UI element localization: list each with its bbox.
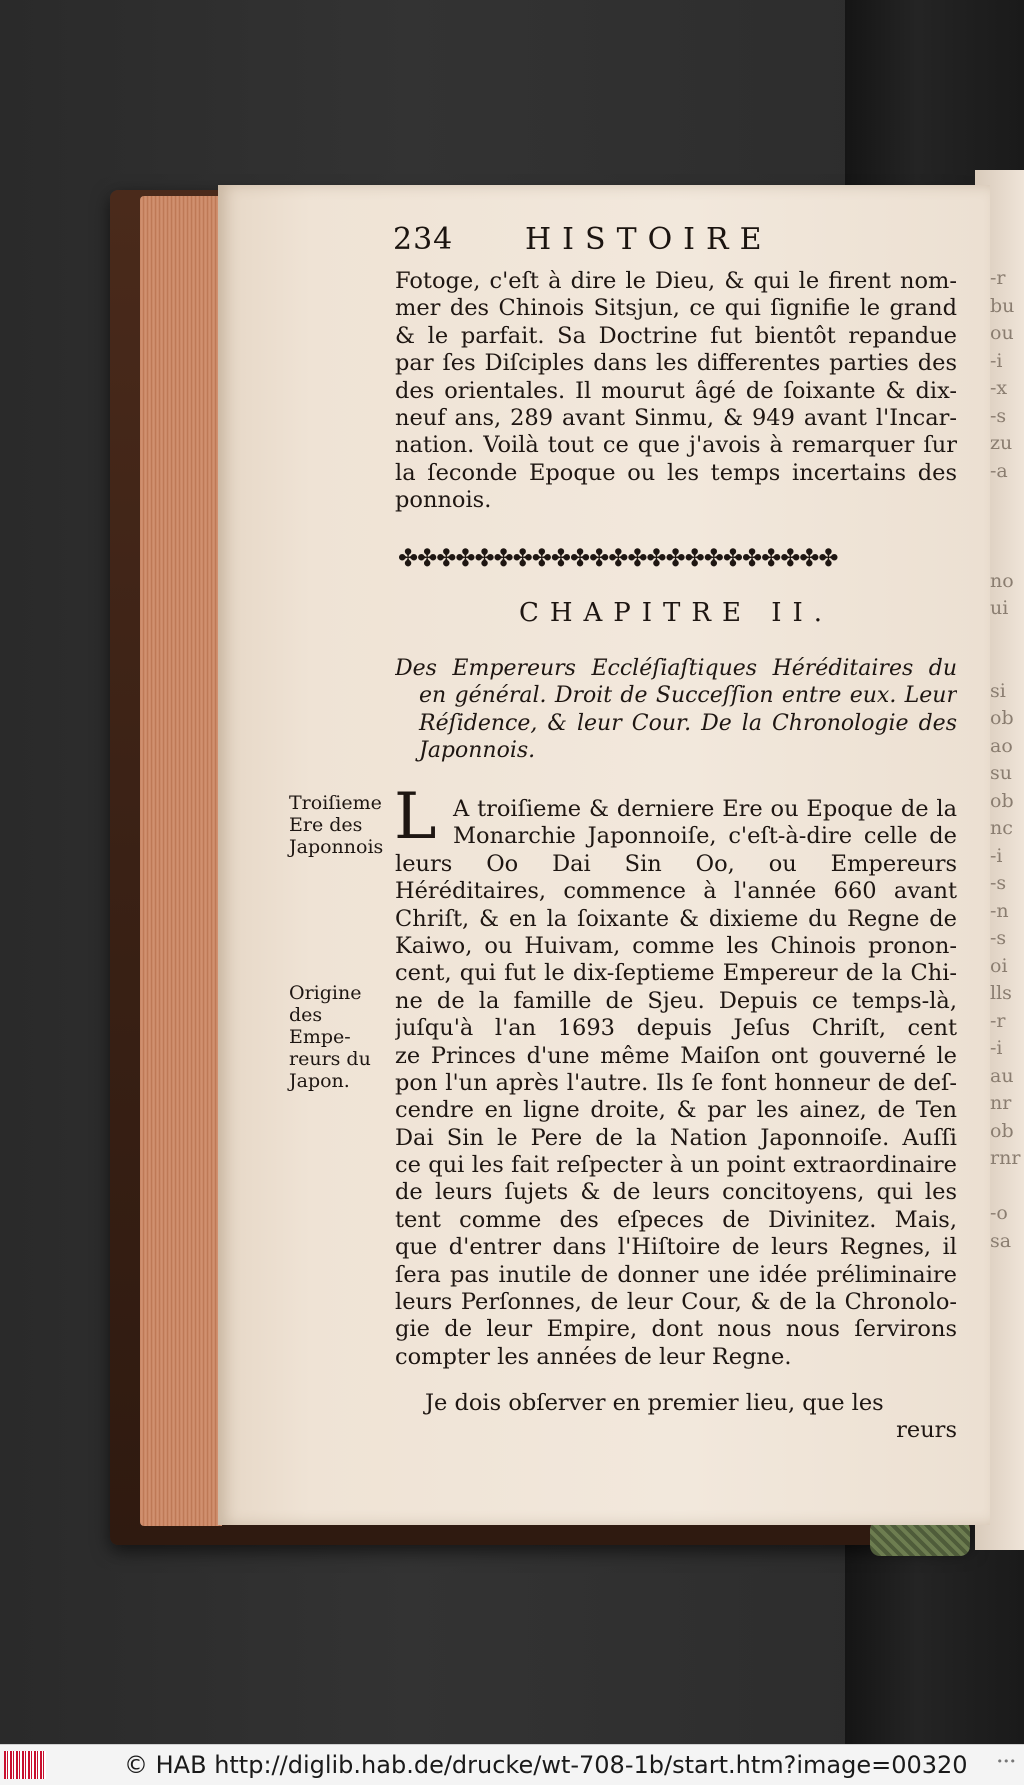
text-line: & le parfait. Sa Doctrine fut bientôt repandue [395, 322, 957, 349]
text-line: compter les années de leur Regne. [395, 1343, 792, 1370]
facing-page-text: -r bu ou -i -x -s zu -a no ui si ob ao su ob nc -i -s -n -s oi lls -r -i au nr ob rnr -o sa [990, 267, 1021, 1252]
margin-note-line: des Empe- [289, 1004, 351, 1048]
margin-note-line: Japon. [289, 1070, 350, 1092]
text-block-end [395, 1390, 957, 1445]
text-line: ce qui les fait reſpecter à un point extraordinaire [395, 1152, 957, 1179]
summary-line: Japonnois. [419, 738, 536, 764]
text-line: cent, qui fut le dix-ſeptieme Empereur de la Chi- [395, 960, 957, 987]
margin-note-line: Ere des [289, 814, 363, 836]
text-line: Dai Sin le Pere de la Nation Japonnoiſe. Auſſi [395, 1124, 957, 1151]
viewer-footer [0, 1744, 1024, 1785]
text-line: mer des Chinois Sitsjun, ce qui ſignifie le grand [395, 295, 957, 322]
text-block-top [395, 268, 957, 515]
margin-note-line: reurs du [289, 1048, 371, 1070]
summary-line: en général. Droit de Succeſſion entre eux. Leur [419, 683, 957, 709]
text-line: de leurs ſujets & de leurs concitoyens, qui les [395, 1179, 957, 1206]
text-line: cendre en ligne droite, & par les ainez, de Ten [395, 1097, 957, 1124]
text-line: que d'entrer dans l'Hiſtoire de leurs Regnes, il [395, 1234, 957, 1261]
text-line: Héréditaires, commence à l'année 660 avant [395, 878, 957, 905]
drop-cap: L [394, 780, 437, 854]
ornament-band: ✤✤✤✤✤✤✤✤✤✤✤✤✤✤✤✤✤✤✤✤✤✤✤ [398, 544, 838, 572]
page-edges [140, 196, 222, 1526]
text-line: Monarchie Japonnoiſe, c'eſt-à-dire celle de [453, 823, 957, 850]
text-line: neuf ans, 289 avant Sinmu, & 949 avant l'Incar- [395, 404, 957, 431]
page-number: 234 [393, 222, 454, 257]
catchword: reurs [896, 1417, 957, 1444]
footer-dots: ••• [996, 1755, 1016, 1768]
page-header [393, 222, 958, 262]
chapter-title: CHAPITRE II. [518, 598, 834, 628]
margin-note-origine [289, 982, 389, 1092]
margin-note-line: Japonnois [289, 836, 384, 858]
text-block-main [395, 796, 957, 1371]
margin-note-troisieme-ere [289, 792, 389, 858]
text-line: gie de leur Empire, dont nous nous ſervirons [395, 1316, 957, 1343]
chapter-summary [395, 655, 957, 765]
text-line: Chriſt, & en la ſoixante & dixieme du Regne de [395, 905, 957, 932]
text-line: A troiſieme & derniere Ere ou Epoque de la [453, 796, 957, 822]
text-line: ne de la famille de Sjeu. Depuis ce temps-là, [395, 987, 957, 1014]
summary-line: Des Empereurs Eccléſiaſtiques Héréditaires du [395, 656, 957, 681]
text-line: leurs Oo Dai Sin Oo, ou Empereurs [395, 850, 957, 877]
margin-note-line: Origine [289, 982, 362, 1004]
bookmark-ribbon [870, 1520, 970, 1556]
text-line: la ſeconde Epoque ou les temps incertains des [395, 459, 957, 486]
text-line: des orientales. Il mourut âgé de ſoixante & dix- [395, 377, 957, 404]
text-line: ze Princes d'une même Maiſon ont gouverné le [395, 1042, 957, 1069]
summary-line: Réſidence, & leur Cour. De la Chronologie des [419, 710, 957, 736]
running-head: HISTOIRE [525, 222, 773, 257]
text-line: Je dois obſerver en premier lieu, que les [425, 1390, 884, 1416]
text-line: pon l'un après l'autre. Ils ſe font honneur de deſ- [395, 1069, 957, 1096]
text-line: Fotoge, c'eſt à dire le Dieu, & qui le firent nom- [395, 268, 957, 294]
text-line: ſera pas inutile de donner une idée préliminaire [395, 1261, 957, 1288]
text-line: Kaiwo, ou Huivam, comme les Chinois pronon- [395, 932, 957, 959]
text-line: tent comme des eſpeces de Divinitez. Mais, [395, 1206, 957, 1233]
hab-logo-icon [4, 1751, 46, 1779]
margin-note-line: Troiſieme [289, 792, 382, 814]
text-line: par ſes Diſciples dans les differentes parties des [395, 350, 957, 377]
text-line: leurs Perſonnes, de leur Cour, & de la Chronolo- [395, 1289, 957, 1316]
text-line: nation. Voilà tout ce que j'avois à remarquer ſur [395, 432, 957, 459]
footer-copyright-url[interactable]: © HAB http://diglib.hab.de/drucke/wt-708-1b/start.htm?image=00320 [124, 1751, 968, 1779]
text-line: juſqu'à l'an 1693 depuis Jeſus Chriſt, cent [395, 1015, 957, 1042]
text-line: ponnois. [395, 487, 492, 514]
